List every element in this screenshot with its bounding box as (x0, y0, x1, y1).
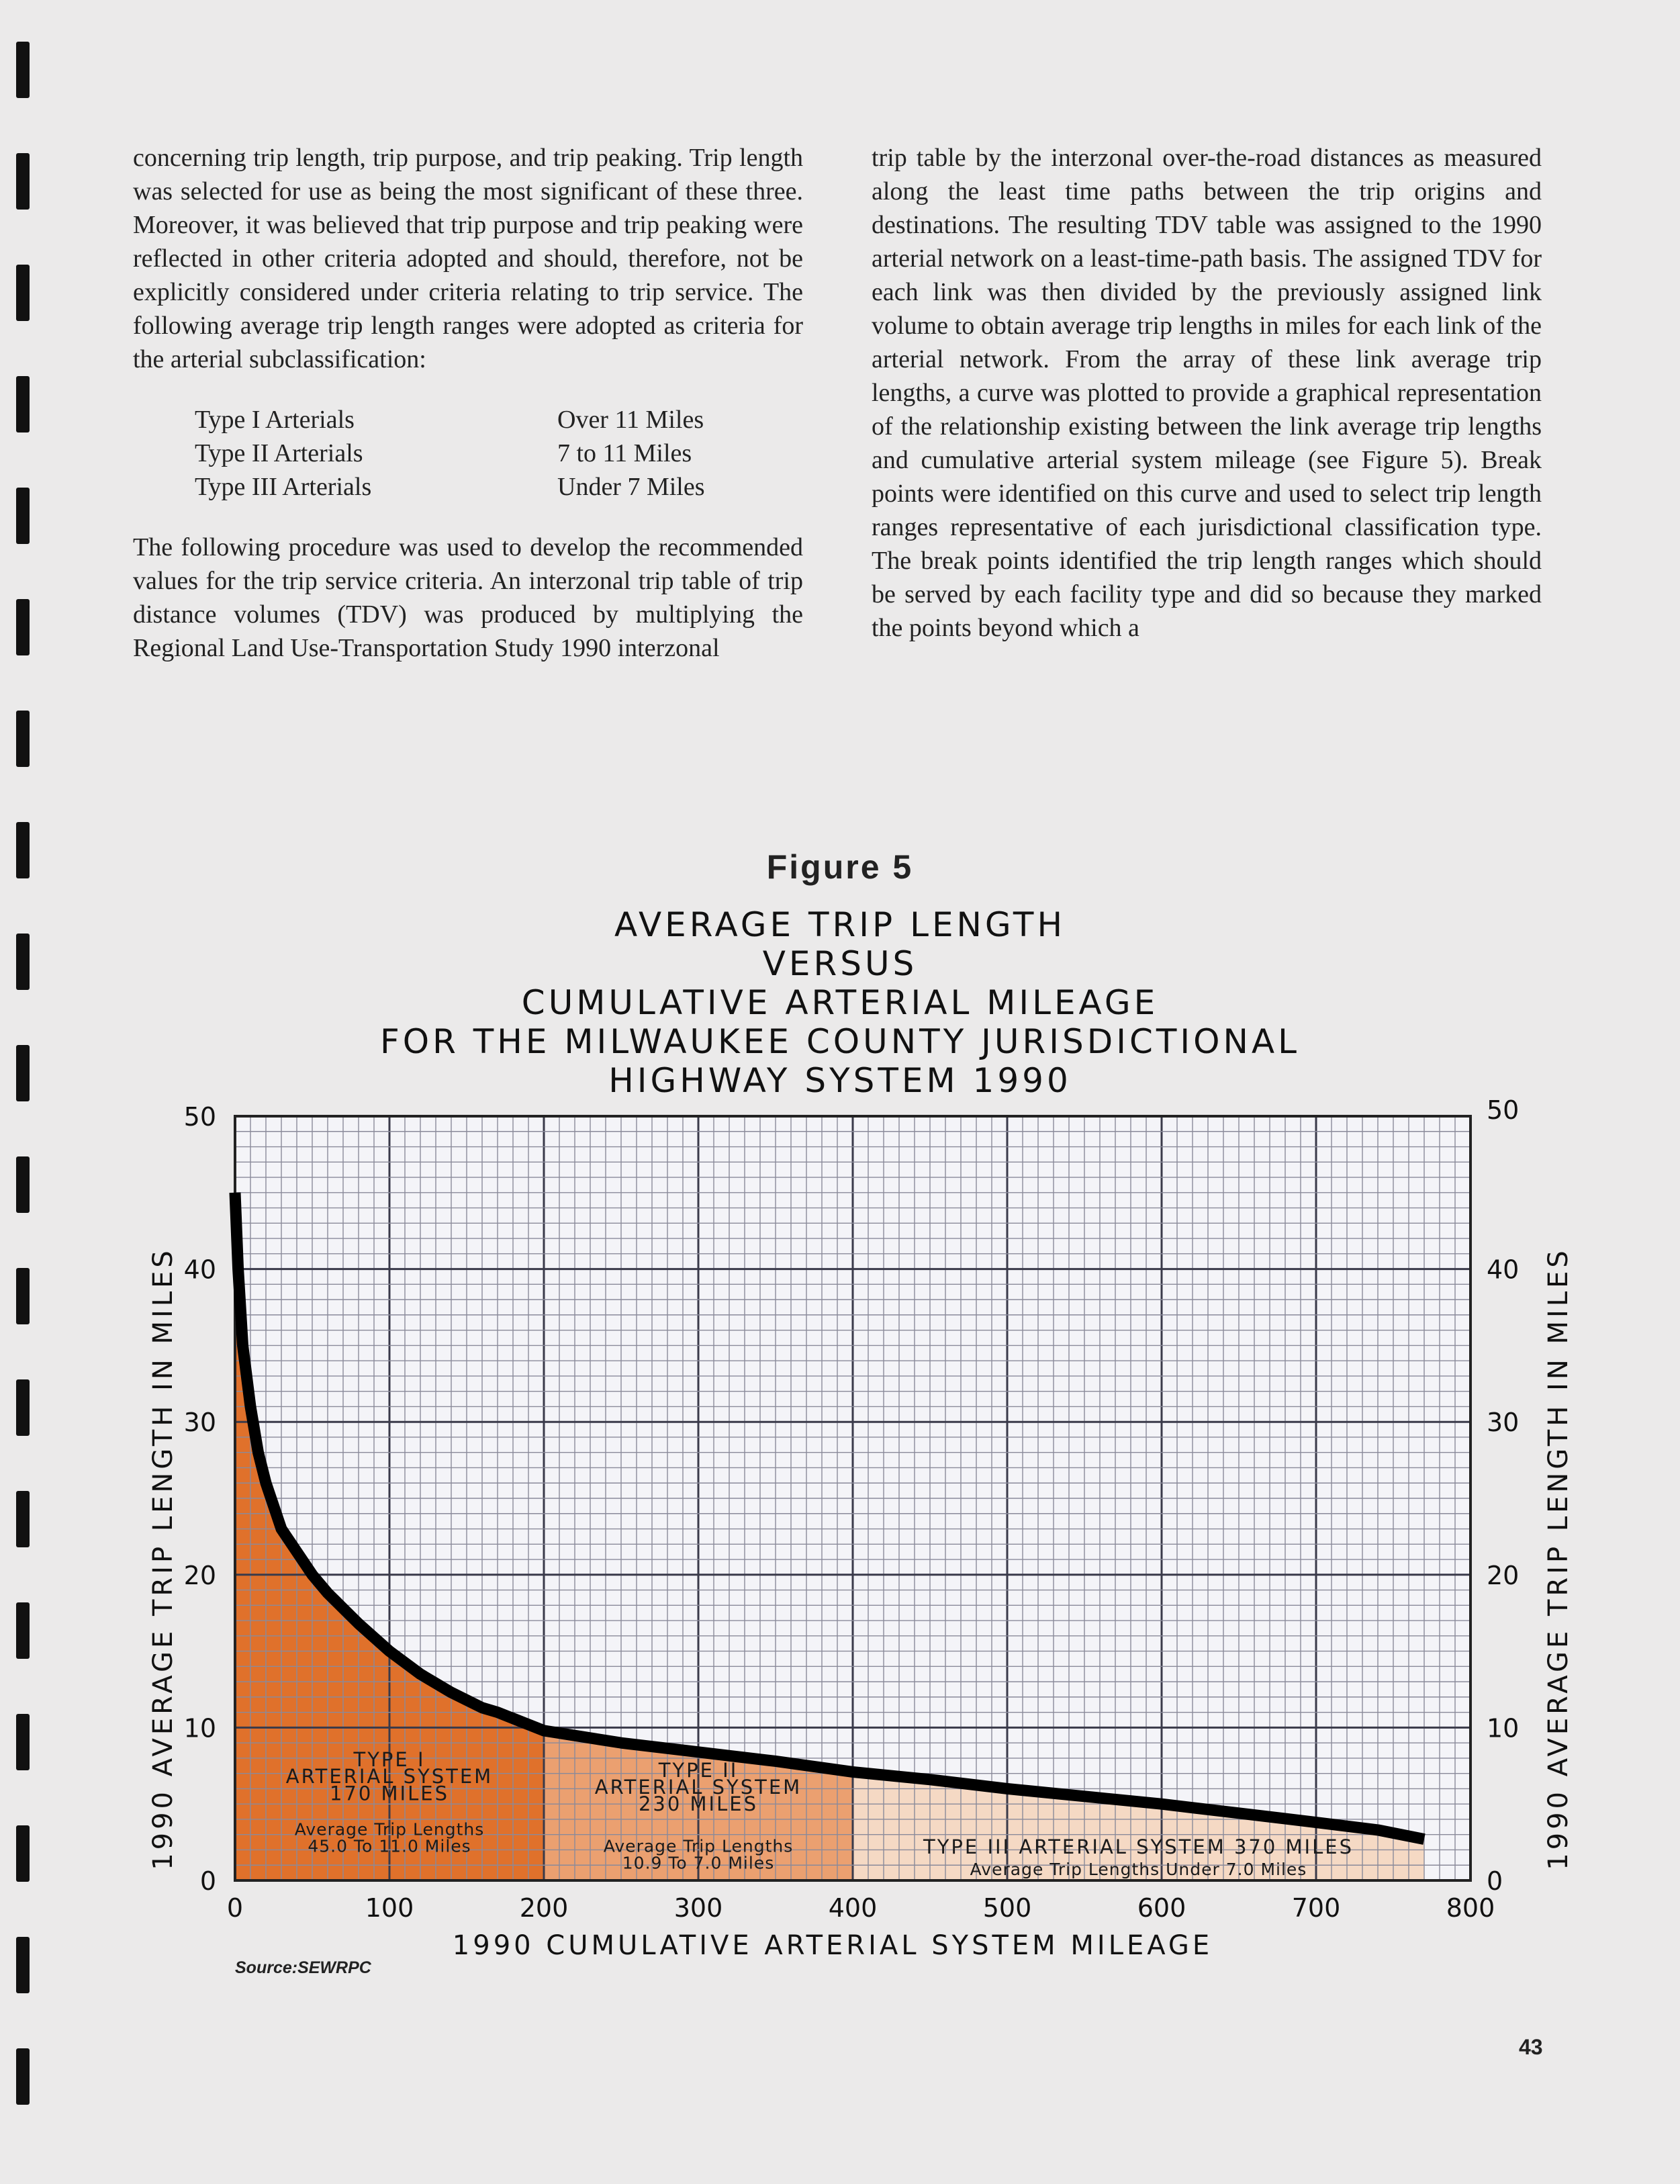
figure-title-line: FOR THE MILWAUKEE COUNTY JURISDICTIONAL (380, 1022, 1300, 1061)
region-label: TYPE II (658, 1759, 739, 1782)
x-tick-label: 0 (226, 1893, 244, 1923)
x-tick-label: 400 (828, 1893, 878, 1923)
y-axis-label-left: 1990 AVERAGE TRIP LENGTH IN MILES (148, 1247, 179, 1870)
y-axis-label-right: 1990 AVERAGE TRIP LENGTH IN MILES (1543, 1247, 1574, 1870)
criteria-type: Type I Arterials (195, 406, 355, 434)
criteria-type: Type III Arterials (195, 473, 372, 501)
x-tick-label: 800 (1446, 1893, 1495, 1923)
right-paragraph: trip table by the interzonal over-the-road distances as measured along the least time paths between the trip origins and destinations. The resulting TDV table was assigned to the 1990 arterial network on a least-time-path basis. The assigned TDV for each link was then divided by the previously assigned link volume to obtain average trip lengths in miles for each link of the arterial network. From the array of these link average trip lengths, a curve was plotted to provide a graphical representation of the relationship existing between the link average trip lengths and cumulative arterial system mileage (see Figure 5). Break points were identified on this curve and used to select trip length ranges representative of each jurisdictional classification type. The break points identified the trip length ranges which should be served by each facility type and did so because they marked the points beyond which a (872, 144, 1542, 642)
region-label: Average Trip Lengths Under 7.0 Miles (970, 1859, 1307, 1879)
region-label: 45.0 To 11.0 Miles (308, 1836, 471, 1856)
left-paragraph-2: The following procedure was used to develop the recommended values for the trip service criteria. An interzonal trip table of trip distance volumes (TDV) was produced by multiplying the Regional Land Use-Transportation Study 1990 interzonal (133, 533, 803, 662)
criteria-type: Type II Arterials (195, 439, 363, 467)
x-tick-label: 200 (519, 1893, 569, 1923)
criteria-range: Under 7 Miles (557, 473, 705, 501)
y-tick-label-right: 40 (1487, 1255, 1520, 1285)
criteria-range: Over 11 Miles (557, 406, 704, 434)
y-tick-label-left: 40 (183, 1255, 216, 1285)
y-tick-label-right: 10 (1487, 1713, 1520, 1743)
region-label: TYPE I (353, 1748, 426, 1772)
y-tick-label-left: 0 (199, 1866, 216, 1896)
left-paragraph-1: concerning trip length, trip purpose, and trip peaking. Trip length was selected for use as being the most significant of these three. Moreover, it was believed that trip purpose and trip peaking were reflected in other criteria adopted and should, therefore, not be explicitly considered under criteria relating to trip service. The following average trip length ranges were adopted as criteria for the arterial subclassification: (133, 144, 803, 373)
region-label: 230 MILES (638, 1792, 759, 1816)
y-tick-label-right: 50 (1487, 1095, 1520, 1125)
region-label: 10.9 To 7.0 Miles (622, 1853, 775, 1873)
figure-title-line: CUMULATIVE ARTERIAL MILEAGE (521, 983, 1159, 1022)
figure-title-line: AVERAGE TRIP LENGTH (614, 905, 1066, 944)
region-label: ARTERIAL SYSTEM (285, 1765, 494, 1788)
y-tick-label-right: 30 (1487, 1408, 1520, 1438)
y-tick-label-right: 20 (1487, 1560, 1520, 1590)
figure-label: Figure 5 (766, 848, 914, 886)
figure-title-line: VERSUS (762, 944, 918, 983)
x-tick-label: 100 (365, 1893, 414, 1923)
y-tick-label-left: 30 (183, 1408, 216, 1438)
source-note: Source:SEWRPC (235, 1958, 371, 1977)
figure-title-line: HIGHWAY SYSTEM 1990 (608, 1061, 1072, 1100)
y-tick-label-right: 0 (1487, 1866, 1503, 1896)
y-tick-label-left: 50 (183, 1102, 216, 1132)
x-tick-label: 700 (1291, 1893, 1341, 1923)
region-label: Average Trip Lengths (294, 1819, 485, 1839)
y-tick-label-left: 10 (183, 1713, 216, 1743)
x-tick-label: 300 (673, 1893, 723, 1923)
x-tick-label: 600 (1137, 1893, 1186, 1923)
region-label: Average Trip Lengths (603, 1836, 794, 1856)
x-axis-label: 1990 CUMULATIVE ARTERIAL SYSTEM MILEAGE (452, 1930, 1213, 1961)
region-label: ARTERIAL SYSTEM (594, 1776, 802, 1799)
region-label: 170 MILES (329, 1782, 450, 1805)
region-label: TYPE III ARTERIAL SYSTEM 370 MILES (923, 1835, 1354, 1858)
y-tick-label-left: 20 (183, 1560, 216, 1590)
page-number: 43 (1519, 2035, 1543, 2059)
x-tick-label: 500 (982, 1893, 1032, 1923)
criteria-range: 7 to 11 Miles (557, 439, 692, 467)
